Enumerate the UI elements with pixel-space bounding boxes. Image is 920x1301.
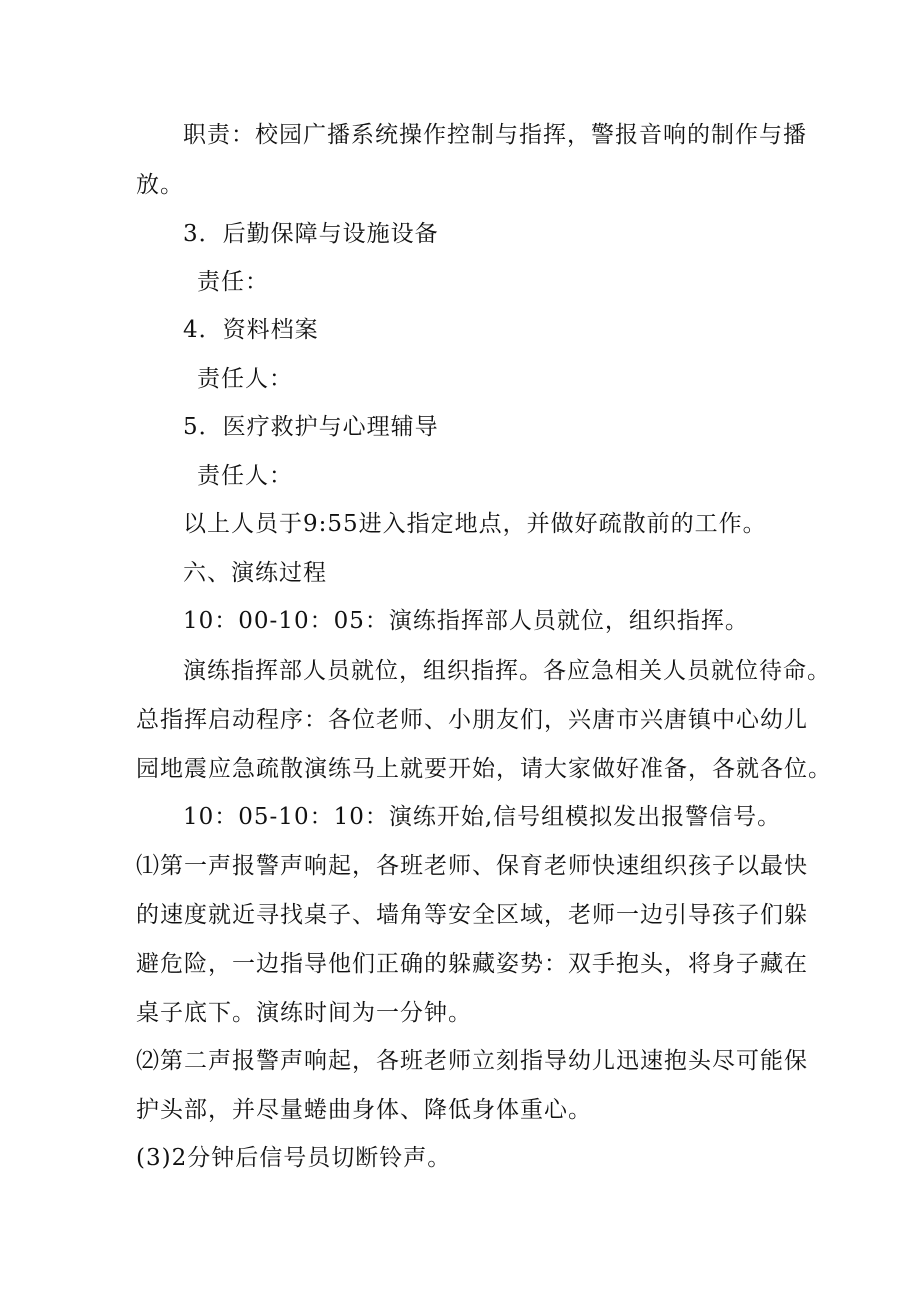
text-line: 10：00-10：05：演练指挥部人员就位，组织指挥。 <box>183 608 749 634</box>
text-line: ⑴第一声报警声响起，各班老师、保育老师快速组织孩子以最快 <box>136 853 808 879</box>
text-line: 责任： <box>197 269 269 295</box>
text-line: 5．医疗救护与心理辅导 <box>183 414 439 440</box>
text-line: 以上人员于9:55进入指定地点，并做好疏散前的工作。 <box>183 511 767 537</box>
text-line: 的速度就近寻找桌子、墙角等安全区域，老师一边引导孩子们躲 <box>136 902 808 928</box>
text-line: 3．后勤保障与设施设备 <box>183 221 439 247</box>
text-line: 园地震应急疏散演练马上就要开始，请大家做好准备，各就各位。 <box>136 756 832 782</box>
text-line: 10：05-10：10：演练开始,信号组模拟发出报警信号。 <box>183 804 782 830</box>
section-heading: 六、演练过程 <box>183 560 327 586</box>
text-line: 桌子底下。演练时间为一分钟。 <box>136 1000 472 1026</box>
text-line: (3)2分钟后信号员切断铃声。 <box>136 1145 452 1171</box>
text-line: ⑵第二声报警声响起，各班老师立刻指导幼儿迅速抱头尽可能保 <box>136 1048 808 1074</box>
text-line: 总指挥启动程序：各位老师、小朋友们，兴唐市兴唐镇中心幼儿 <box>136 707 808 733</box>
text-line: 放。 <box>136 172 184 198</box>
text-line: 演练指挥部人员就位，组织指挥。各应急相关人员就位待命。 <box>183 658 831 684</box>
text-line: 避危险，一边指导他们正确的躲藏姿势：双手抱头，将身子藏在 <box>136 951 808 977</box>
text-line: 4．资料档案 <box>183 317 319 343</box>
text-line: 职责：校园广播系统操作控制与指挥，警报音响的制作与播 <box>183 122 807 148</box>
text-line: 责任人： <box>197 366 293 392</box>
text-line: 护头部，并尽量蜷曲身体、降低身体重心。 <box>136 1097 592 1123</box>
text-line: 责任人： <box>197 463 293 489</box>
